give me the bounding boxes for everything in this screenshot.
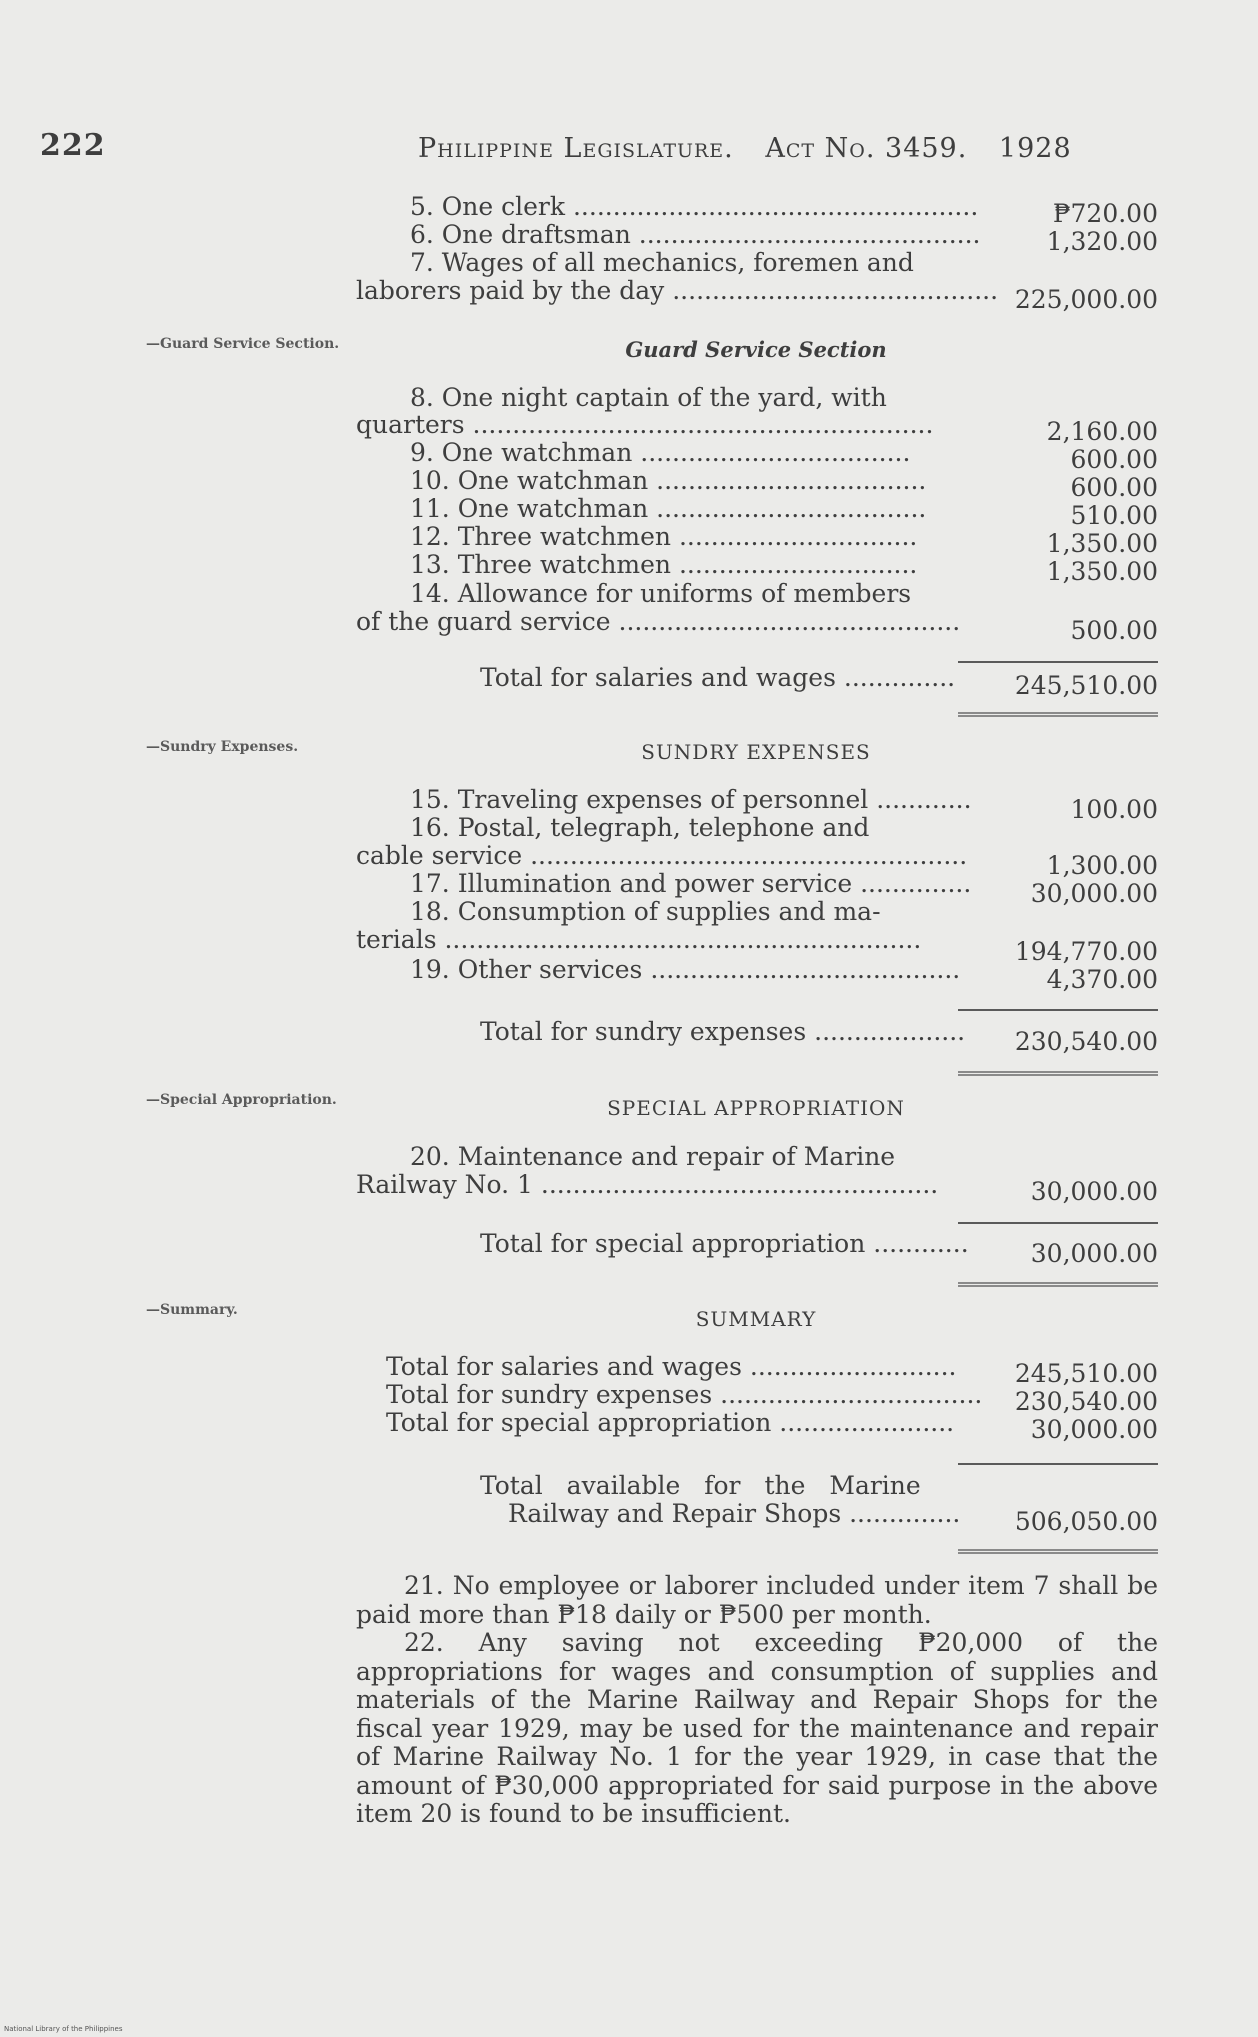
heading-summary: SUMMARY: [695, 1307, 817, 1331]
summary-salaries-amount: 245,510.00: [1014, 1359, 1158, 1388]
item-8-amount: 2,160.00: [1046, 417, 1158, 446]
running-head-year: 1928: [998, 133, 1072, 164]
summary-special-amount: 30,000.00: [1030, 1415, 1158, 1444]
provisions: [356, 1572, 1158, 1829]
summary-sundry-label: Total for sundry expenses .................................: [386, 1380, 983, 1409]
item-7-label-line1: 7. Wages of all mechanics, foremen and: [410, 248, 914, 277]
item-14-label-line1: 14. Allowance for uniforms of members: [410, 579, 912, 608]
item-16-label-line1: 16. Postal, telegraph, telephone and: [410, 813, 870, 842]
item-20-label-line1: 20. Maintenance and repair of Marine: [410, 1142, 896, 1171]
item-15-amount: 100.00: [1070, 795, 1158, 824]
item-7-label-line2: laborers paid by the day .........................................: [356, 276, 999, 305]
paragraph-21: 21. No employee or laborer included under item 7 shall be paid more than ₱18 daily or ₱500 per month.: [356, 1571, 1158, 1629]
grand-total-amount: 506,050.00: [1014, 1507, 1158, 1536]
item-8-label-line1: 8. One night captain of the yard, with: [410, 383, 887, 412]
total-sundry-label: Total for sundry expenses ...................: [480, 1017, 966, 1046]
item-13-amount: 1,350.00: [1046, 557, 1158, 586]
item-14-amount: 500.00: [1070, 616, 1158, 645]
double-rule-sundry: [958, 1071, 1158, 1076]
item-9-label: 9. One watchman ..................................: [410, 438, 911, 467]
item-6-label: 6. One draftsman ...........................................: [410, 220, 981, 249]
total-salaries-amount: 245,510.00: [1014, 671, 1158, 700]
item-13-label: 13. Three watchmen ..............................: [410, 550, 918, 579]
margin-note-sundry: —Sundry Expenses.: [146, 739, 299, 755]
double-rule-grand-total: [958, 1549, 1158, 1554]
item-18-label-line1: 18. Consumption of supplies and ma-: [410, 897, 881, 926]
item-12-label: 12. Three watchmen ..............................: [410, 522, 918, 551]
item-18-label-line2: terials ............................................................: [356, 925, 922, 954]
item-14-label-line2: of the guard service ...........................................: [356, 607, 961, 636]
total-sundry-amount: 230,540.00: [1014, 1027, 1158, 1056]
item-8-label-line2: quarters ..........................................................: [356, 410, 934, 439]
heading-guard-service: Guard Service Section: [625, 337, 887, 362]
item-18-amount: 194,770.00: [1014, 937, 1158, 966]
item-17-label: 17. Illumination and power service ..............: [410, 869, 972, 898]
item-17-amount: 30,000.00: [1030, 879, 1158, 908]
grand-total-label-line1: Total available for the Marine: [480, 1471, 921, 1500]
grand-total-label-line2: Railway and Repair Shops ..............: [508, 1499, 961, 1528]
item-12-amount: 1,350.00: [1046, 529, 1158, 558]
running-head-title: Philippine Legislature.: [418, 133, 734, 164]
item-16-label-line2: cable service .......................................................: [356, 841, 968, 870]
page-number: 222: [40, 128, 106, 163]
heading-special-appropriation: SPECIAL APPROPRIATION: [607, 1096, 905, 1120]
total-salaries-label: Total for salaries and wages ..............: [480, 663, 956, 692]
item-10-label: 10. One watchman ..................................: [410, 466, 927, 495]
item-20-label-line2: Railway No. 1 ..................................................: [356, 1170, 939, 1199]
item-6-amount: 1,320.00: [1046, 227, 1158, 256]
total-special-label: Total for special appropriation ............: [480, 1229, 969, 1258]
rule-above-total-sundry: [958, 1009, 1158, 1011]
item-11-amount: 510.00: [1070, 501, 1158, 530]
item-5-amount: ₱720.00: [1052, 199, 1158, 228]
summary-salaries-label: Total for salaries and wages ..........................: [386, 1352, 957, 1381]
summary-special-label: Total for special appropriation ......................: [386, 1408, 955, 1437]
item-7-amount: 225,000.00: [1014, 285, 1158, 314]
item-19-amount: 4,370.00: [1046, 965, 1158, 994]
item-15-label: 15. Traveling expenses of personnel ............: [410, 785, 972, 814]
rule-above-total-salaries: [958, 661, 1158, 663]
item-10-amount: 600.00: [1070, 473, 1158, 502]
item-11-label: 11. One watchman ..................................: [410, 494, 927, 523]
summary-sundry-amount: 230,540.00: [1014, 1387, 1158, 1416]
item-19-label: 19. Other services .......................................: [410, 955, 961, 984]
item-20-amount: 30,000.00: [1030, 1177, 1158, 1206]
footer-source: National Library of the Philippines: [4, 2025, 123, 2033]
heading-sundry-expenses: SUNDRY EXPENSES: [641, 740, 871, 764]
margin-note-summary: —Summary.: [146, 1302, 238, 1318]
margin-note-guard: —Guard Service Section.: [146, 336, 340, 352]
running-head-act: Act No. 3459.: [765, 133, 968, 164]
paragraph-22: 22. Any saving not exceeding ₱20,000 of the appropriations for wages and consumption of supplies and materials of the Marine Railway and Repair Shops for the fiscal year 1929, may be used for the maintenance and repair of Marine Railway No. 1 for the year 1929, in case that the amount of ₱30,000 appropriated for said purpose in the above item 20 is found to be insufficient.: [356, 1628, 1158, 1828]
double-rule-special: [958, 1282, 1158, 1287]
running-head: [418, 133, 1072, 164]
rule-above-total-special: [958, 1222, 1158, 1224]
item-16-amount: 1,300.00: [1046, 851, 1158, 880]
total-special-amount: 30,000.00: [1030, 1239, 1158, 1268]
item-9-amount: 600.00: [1070, 445, 1158, 474]
double-rule-salaries: [958, 712, 1158, 717]
item-5-label: 5. One clerk ...................................................: [410, 192, 979, 221]
margin-note-special: —Special Appropriation.: [146, 1092, 337, 1108]
rule-above-grand-total: [958, 1463, 1158, 1465]
